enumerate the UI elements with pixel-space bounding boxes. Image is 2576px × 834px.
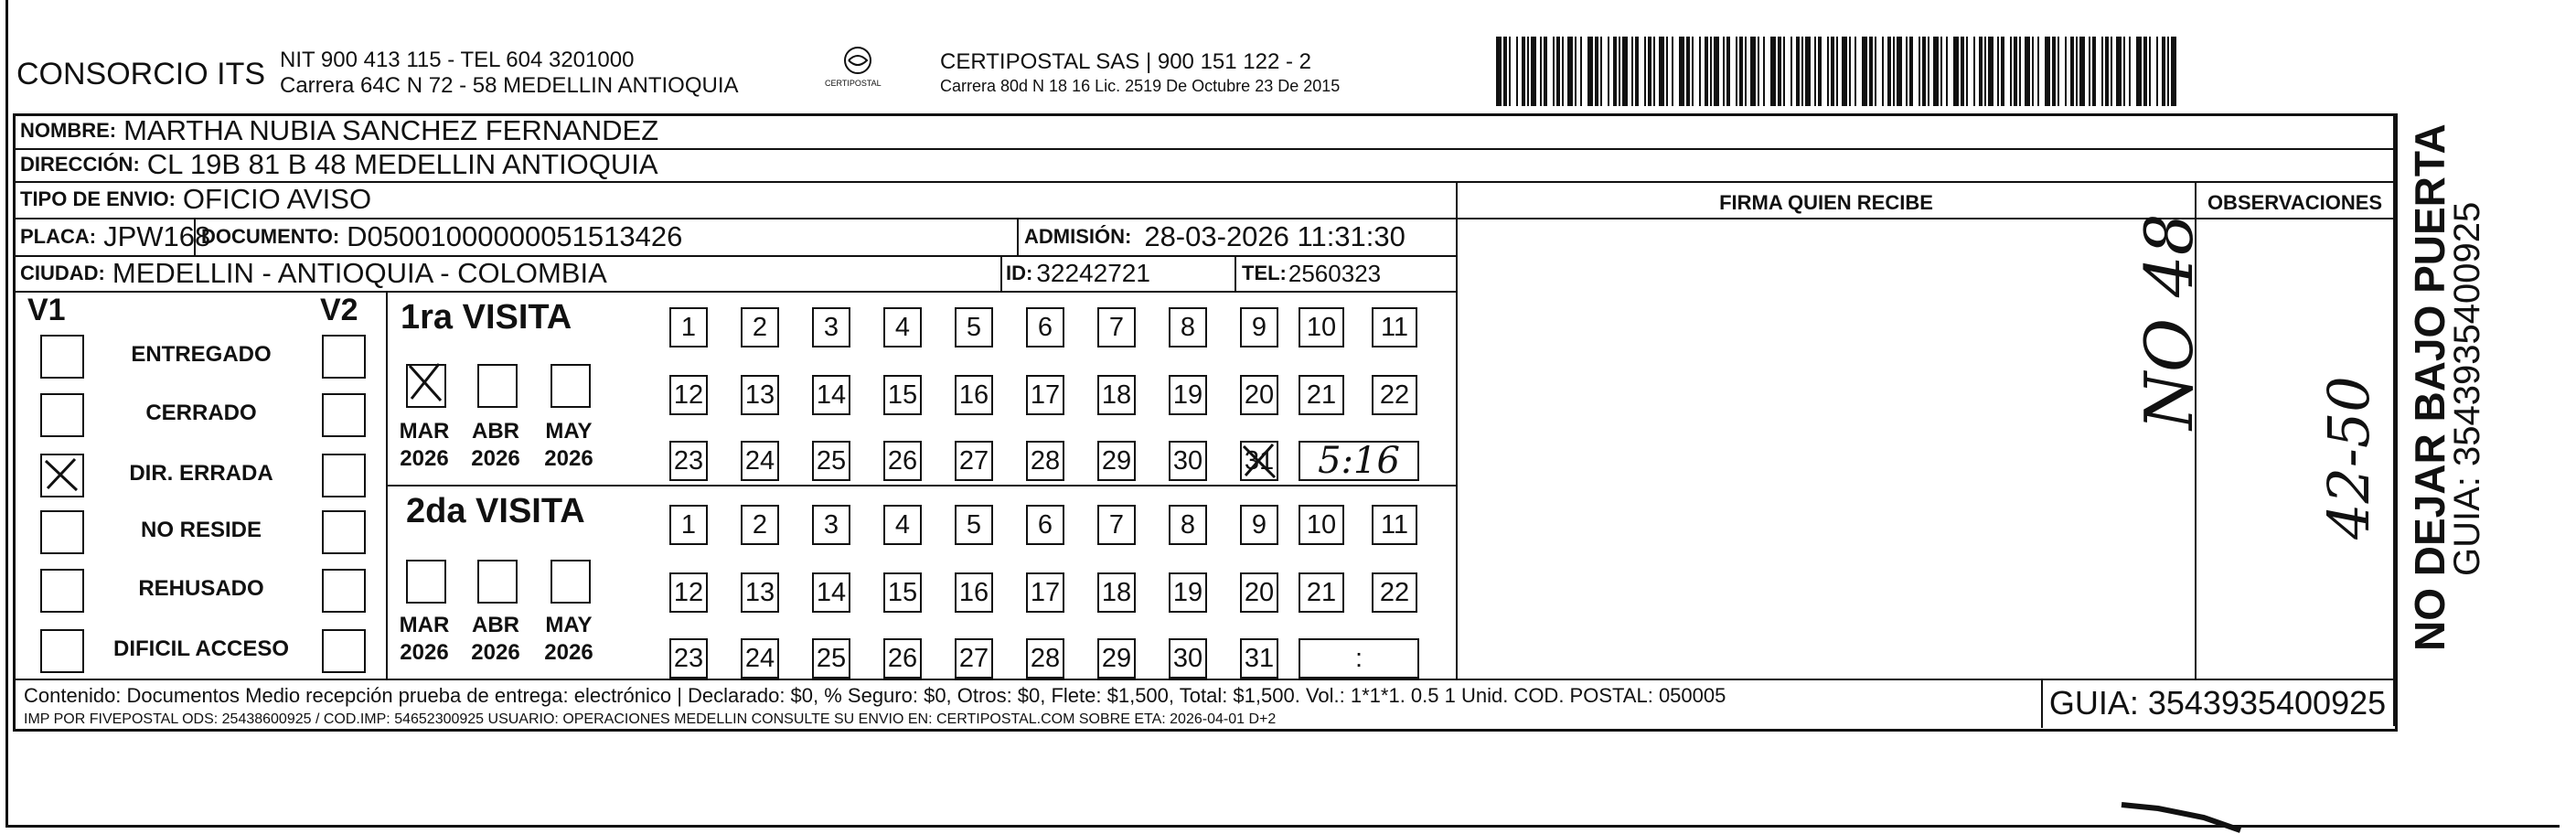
- barcode-bar: [1882, 37, 1884, 106]
- day-cell[interactable]: 10: [1299, 307, 1344, 348]
- direccion-label: DIRECCIÓN:: [20, 153, 140, 176]
- v1-check-mark: [42, 455, 80, 494]
- day-cell[interactable]: 30: [1169, 441, 1207, 481]
- day-cell[interactable]: 7: [1097, 307, 1136, 348]
- nombre-label: NOMBRE:: [20, 119, 117, 142]
- year-label: 2026: [471, 446, 520, 471]
- footer-contenido: Contenido: Documentos Medio recepción prueba de entrega: electrónico | Declarado: $0, % Seguro: $0, Otros: $0, Flete: $1,500, Total: $1,500. Vol.: 1*1*1. 0.5 1 Unid. COD. POSTAL: 050005: [24, 684, 1726, 707]
- barcode-bar: [2171, 37, 2176, 106]
- day-cell[interactable]: 2: [741, 505, 779, 545]
- barcode-bar: [2045, 37, 2050, 106]
- barcode-bar: [1710, 37, 1712, 106]
- day-cell[interactable]: 9: [1240, 505, 1278, 545]
- barcode-bar: [1553, 37, 1555, 106]
- v2-checkbox[interactable]: [322, 629, 366, 673]
- day-cell[interactable]: 22: [1372, 375, 1417, 415]
- barcode-bar: [2001, 37, 2004, 106]
- observaciones-header: OBSERVACIONES: [2207, 191, 2383, 214]
- barcode-bar: [1842, 37, 1847, 106]
- day-cell[interactable]: 4: [883, 307, 922, 348]
- day-cell[interactable]: 6: [1026, 505, 1064, 545]
- day-cell[interactable]: 30: [1169, 638, 1207, 679]
- direccion-value: CL 19B 81 B 48 MEDELLIN ANTIOQUIA: [146, 148, 658, 180]
- day-cross-mark: [1240, 441, 1278, 481]
- tipo-envio-value: OFICIO AVISO: [182, 183, 372, 215]
- barcode-bar: [2065, 37, 2067, 106]
- barcode-bar: [1946, 37, 1948, 106]
- v2-header: V2: [320, 293, 358, 327]
- barcode-bar: [1635, 37, 1639, 106]
- barcode-bar: [2143, 37, 2147, 106]
- day-cell[interactable]: 18: [1097, 572, 1136, 613]
- status-option-label: REHUSADO: [138, 576, 264, 601]
- v2-checkbox[interactable]: [322, 454, 366, 497]
- barcode-bar: [1580, 37, 1582, 106]
- day-cell[interactable]: 26: [883, 638, 922, 679]
- barcode-bar: [1827, 37, 1829, 106]
- footer-imp: IMP POR FIVEPOSTAL ODS: 25438600925 / COD.IMP: 54652300925 USUARIO: OPERACIONES MEDELLIN CONSULTE SU ENVIO EN: CERTIPOSTAL.COM SOBRE ETA: 2026-04-01 D+2: [24, 711, 1277, 727]
- barcode-bar: [1653, 37, 1655, 106]
- status-option-label: ENTREGADO: [131, 342, 272, 367]
- status-option-label: DIFICIL ACCESO: [112, 636, 289, 661]
- day-cell[interactable]: 5: [955, 505, 993, 545]
- barcode-bar: [1516, 37, 1518, 106]
- barcode-bar: [2052, 37, 2056, 106]
- day-cell[interactable]: 19: [1169, 572, 1207, 613]
- barcode-bar: [1919, 37, 1920, 106]
- barcode-bar: [2149, 37, 2151, 106]
- day-cell[interactable]: 25: [812, 638, 850, 679]
- barcode-bar: [1556, 37, 1560, 106]
- month-check-mark: [406, 360, 444, 404]
- v2-checkbox[interactable]: [322, 510, 366, 554]
- status-option-label: NO RESIDE: [140, 518, 262, 542]
- id-label: ID:: [1006, 262, 1033, 284]
- barcode-bar: [1818, 37, 1822, 106]
- barcode-bar: [1619, 37, 1620, 106]
- day-cell[interactable]: 17: [1026, 375, 1064, 415]
- barcode-bar: [2070, 37, 2074, 106]
- second-visit-title: 2da VISITA: [406, 492, 585, 530]
- barcode-bar: [1686, 37, 1690, 106]
- barcode-bar: [1814, 37, 1816, 106]
- barcode-bar: [1869, 37, 1873, 106]
- barcode-bar: [1544, 37, 1547, 106]
- month-label: MAR: [399, 613, 450, 637]
- barcode-bar: [2025, 37, 2030, 106]
- day-cell[interactable]: 14: [812, 572, 850, 613]
- v2-checkbox[interactable]: [322, 569, 366, 613]
- barcode-bar: [1736, 37, 1737, 106]
- day-cell[interactable]: 3: [812, 505, 850, 545]
- placa-value: JPW168: [103, 220, 211, 252]
- barcode-bar: [1745, 37, 1747, 106]
- barcode-bar: [2129, 37, 2131, 106]
- day-cell[interactable]: 18: [1097, 375, 1136, 415]
- barcode-bar: [2032, 37, 2034, 106]
- barcode-bar: [2089, 37, 2090, 106]
- day-cell[interactable]: 20: [1240, 375, 1278, 415]
- carrier-line: CERTIPOSTAL SAS | 900 151 122 - 2: [940, 49, 1311, 74]
- day-cell[interactable]: 28: [1026, 638, 1064, 679]
- barcode-bar: [1723, 37, 1725, 106]
- day-cell[interactable]: 21: [1299, 375, 1344, 415]
- day-cell[interactable]: 14: [812, 375, 850, 415]
- barcode-bar: [1699, 37, 1701, 106]
- barcode-bar: [1979, 37, 1983, 106]
- v1-header: V1: [27, 293, 66, 327]
- barcode-bar: [1893, 37, 1895, 106]
- barcode-bar: [1608, 37, 1609, 106]
- month-label: MAY: [545, 419, 593, 444]
- barcode-bar: [1503, 37, 1507, 106]
- barcode-bar: [1726, 37, 1730, 106]
- tel-label: TEL:: [1242, 262, 1287, 284]
- barcode-bar: [1659, 37, 1664, 106]
- barcode-bar: [1961, 37, 1964, 106]
- carrier-address: Carrera 80d N 18 16 Lic. 2519 De Octubre 23 De 2015: [940, 77, 1341, 95]
- barcode-bar: [2116, 37, 2122, 106]
- barcode-bar: [1836, 37, 1838, 106]
- barcode-bar: [1906, 37, 1908, 106]
- logo-text: CERTIPOSTAL: [825, 79, 882, 88]
- barcode-bar: [1692, 37, 1694, 106]
- month-label: MAY: [545, 613, 593, 637]
- barcode-bar: [2136, 37, 2142, 106]
- id-value: 32242721: [1036, 259, 1150, 287]
- barcode-bar: [1887, 37, 1891, 106]
- barcode-bar: [1770, 37, 1776, 106]
- day-cell[interactable]: 27: [955, 441, 993, 481]
- day-cell[interactable]: 13: [741, 375, 779, 415]
- barcode-bar: [1644, 37, 1646, 106]
- barcode-bar: [2162, 37, 2165, 106]
- day-cell[interactable]: 1: [669, 307, 708, 348]
- barcode-bar: [1796, 37, 1800, 106]
- second-visit-month-box[interactable]: [550, 560, 591, 604]
- ciudad-label: CIUDAD:: [20, 262, 105, 284]
- barcode-bar: [1679, 37, 1684, 106]
- barcode-bar: [1984, 37, 1986, 106]
- barcode-bar: [1600, 37, 1602, 106]
- barcode-bar: [1666, 37, 1668, 106]
- barcode-bar: [1790, 37, 1792, 106]
- barcode-bar: [1928, 37, 1929, 106]
- nombre-value: MARTHA NUBIA SANCHEZ FERNANDEZ: [123, 114, 659, 146]
- barcode-bar: [2079, 37, 2085, 106]
- scribble-mark: [2122, 797, 2250, 834]
- barcode-bar: [1562, 37, 1564, 106]
- day-cell[interactable]: 24: [741, 441, 779, 481]
- day-cell[interactable]: 28: [1026, 441, 1064, 481]
- firma-header: FIRMA QUIEN RECIBE: [1719, 191, 1933, 214]
- barcode-bar: [1988, 37, 1993, 106]
- day-cell[interactable]: 5: [955, 307, 993, 348]
- company-nit: NIT 900 413 115 - TEL 604 3201000: [280, 48, 635, 72]
- barcode-bar: [1875, 37, 1876, 106]
- month-label: ABR: [472, 613, 519, 637]
- barcode-bar: [1897, 37, 1902, 106]
- day-cell[interactable]: 15: [883, 375, 922, 415]
- barcode-bar: [1973, 37, 1975, 106]
- barcode-bar: [1527, 37, 1529, 106]
- day-cell[interactable]: 1: [669, 505, 708, 545]
- barcode-bar: [1763, 37, 1765, 106]
- barcode-bar: [1966, 37, 1968, 106]
- barcode-bar: [1622, 37, 1628, 106]
- obs-handwriting-main: NO 48: [2131, 213, 2207, 430]
- day-cell[interactable]: 11: [1372, 505, 1417, 545]
- barcode-bar: [2105, 37, 2109, 106]
- barcode-bar: [1575, 37, 1577, 106]
- admision-value: 28-03-2026 11:31:30: [1144, 220, 1406, 252]
- day-cell[interactable]: 29: [1097, 441, 1136, 481]
- barcode-bar: [2037, 37, 2039, 106]
- no-dejar-warning: NO DEJAR BAJO PUERTA: [2406, 123, 2453, 651]
- day-cell[interactable]: 9: [1240, 307, 1278, 348]
- barcode: [1496, 37, 2176, 106]
- year-label: 2026: [400, 446, 449, 471]
- barcode-bar: [1522, 37, 1525, 106]
- day-cell[interactable]: 26: [883, 441, 922, 481]
- documento-value: D05001000000051513426: [347, 220, 683, 252]
- v2-checkbox[interactable]: [322, 393, 366, 437]
- barcode-bar: [1496, 37, 1502, 106]
- first-visit-month-box[interactable]: [477, 364, 518, 408]
- barcode-bar: [2058, 37, 2059, 106]
- day-cell[interactable]: 8: [1169, 505, 1207, 545]
- barcode-bar: [1778, 37, 1781, 106]
- v1-checkbox[interactable]: [40, 510, 84, 554]
- barcode-bar: [2092, 37, 2096, 106]
- barcode-bar: [1909, 37, 1913, 106]
- day-cell[interactable]: 19: [1169, 375, 1207, 415]
- barcode-bar: [2167, 37, 2169, 106]
- second-visit-month-box[interactable]: [406, 560, 446, 604]
- status-option-label: CERRADO: [145, 401, 257, 425]
- barcode-bar: [1805, 37, 1811, 106]
- day-cell[interactable]: 12: [669, 375, 708, 415]
- month-label: MAR: [399, 419, 450, 444]
- time-box[interactable]: 5:16: [1299, 441, 1419, 481]
- barcode-bar: [1540, 37, 1542, 106]
- barcode-bar: [1750, 37, 1756, 106]
- barcode-bar: [1855, 37, 1856, 106]
- day-cell[interactable]: 6: [1026, 307, 1064, 348]
- day-cell[interactable]: 13: [741, 572, 779, 613]
- barcode-bar: [1631, 37, 1633, 106]
- day-cell[interactable]: 25: [812, 441, 850, 481]
- day-cell[interactable]: 10: [1299, 505, 1344, 545]
- barcode-bar: [1509, 37, 1511, 106]
- day-cell[interactable]: 15: [883, 572, 922, 613]
- day-cell[interactable]: 11: [1372, 307, 1417, 348]
- tipo-envio-label: TIPO DE ENVIO:: [20, 187, 176, 210]
- time-box[interactable]: :: [1299, 638, 1419, 679]
- second-visit-month-box[interactable]: [477, 560, 518, 604]
- barcode-bar: [2111, 37, 2112, 106]
- barcode-bar: [1801, 37, 1803, 106]
- day-cell[interactable]: 31: [1240, 441, 1278, 481]
- day-cell[interactable]: 7: [1097, 505, 1136, 545]
- barcode-bar: [2156, 37, 2158, 106]
- company-name: CONSORCIO ITS: [16, 57, 266, 91]
- barcode-bar: [1953, 37, 1959, 106]
- year-label: 2026: [544, 640, 593, 665]
- day-cell[interactable]: 17: [1026, 572, 1064, 613]
- barcode-bar: [2019, 37, 2021, 106]
- v2-checkbox[interactable]: [322, 335, 366, 379]
- day-cell[interactable]: 3: [812, 307, 850, 348]
- barcode-bar: [1567, 37, 1573, 106]
- day-cell[interactable]: 8: [1169, 307, 1207, 348]
- barcode-bar: [1940, 37, 1942, 106]
- documento-label: DOCUMENTO:: [201, 225, 340, 248]
- day-cell[interactable]: 31: [1240, 638, 1278, 679]
- barcode-bar: [1531, 37, 1536, 106]
- barcode-bar: [1997, 37, 1999, 106]
- admision-label: ADMISIÓN:: [1024, 225, 1132, 248]
- day-cell[interactable]: 21: [1299, 572, 1344, 613]
- barcode-bar: [1648, 37, 1651, 106]
- year-label: 2026: [400, 640, 449, 665]
- day-cell[interactable]: 22: [1372, 572, 1417, 613]
- barcode-bar: [2010, 37, 2012, 106]
- barcode-bar: [1705, 37, 1708, 106]
- month-label: ABR: [472, 419, 519, 444]
- barcode-bar: [1758, 37, 1759, 106]
- day-cell[interactable]: 27: [955, 638, 993, 679]
- side-guia: GUIA: 3543935400925: [2447, 201, 2487, 576]
- footer-guia: GUIA: 3543935400925: [2048, 684, 2387, 722]
- day-cell[interactable]: 16: [955, 375, 993, 415]
- barcode-bar: [1672, 37, 1673, 106]
- day-cell[interactable]: 29: [1097, 638, 1136, 679]
- day-cell[interactable]: 23: [669, 638, 708, 679]
- first-visit-title: 1ra VISITA: [401, 298, 572, 337]
- ciudad-value: MEDELLIN - ANTIOQUIA - COLOMBIA: [112, 257, 607, 289]
- barcode-bar: [1922, 37, 1926, 106]
- barcode-bar: [2076, 37, 2078, 106]
- barcode-bar: [1862, 37, 1867, 106]
- barcode-bar: [1587, 37, 1593, 106]
- certipostal-logo: [821, 40, 894, 104]
- barcode-bar: [2123, 37, 2125, 106]
- day-cell[interactable]: 20: [1240, 572, 1278, 613]
- tel-value: 2560323: [1288, 259, 1382, 287]
- barcode-bar: [2014, 37, 2017, 106]
- day-cell[interactable]: 16: [955, 572, 993, 613]
- barcode-bar: [1783, 37, 1785, 106]
- obs-handwriting-secondary: 42-50: [2315, 376, 2382, 540]
- barcode-bar: [1595, 37, 1598, 106]
- day-cell[interactable]: 24: [741, 638, 779, 679]
- day-cell[interactable]: 23: [669, 441, 708, 481]
- year-label: 2026: [544, 446, 593, 471]
- barcode-bar: [1714, 37, 1719, 106]
- barcode-bar: [1613, 37, 1617, 106]
- company-address: Carrera 64C N 72 - 58 MEDELLIN ANTIOQUIA: [280, 73, 739, 98]
- year-label: 2026: [471, 640, 520, 665]
- status-option-label: DIR. ERRADA: [129, 461, 273, 486]
- day-cell[interactable]: 2: [741, 307, 779, 348]
- barcode-bar: [1849, 37, 1851, 106]
- first-visit-month-box[interactable]: [550, 364, 591, 408]
- v1-checkbox[interactable]: [40, 629, 84, 673]
- v1-checkbox[interactable]: [40, 393, 84, 437]
- v1-checkbox[interactable]: [40, 335, 84, 379]
- placa-label: PLACA:: [20, 225, 97, 248]
- barcode-bar: [1831, 37, 1834, 106]
- barcode-bar: [1933, 37, 1939, 106]
- day-cell[interactable]: 12: [669, 572, 708, 613]
- barcode-bar: [2101, 37, 2103, 106]
- barcode-bar: [1739, 37, 1743, 106]
- v1-checkbox[interactable]: [40, 569, 84, 613]
- day-cell[interactable]: 4: [883, 505, 922, 545]
